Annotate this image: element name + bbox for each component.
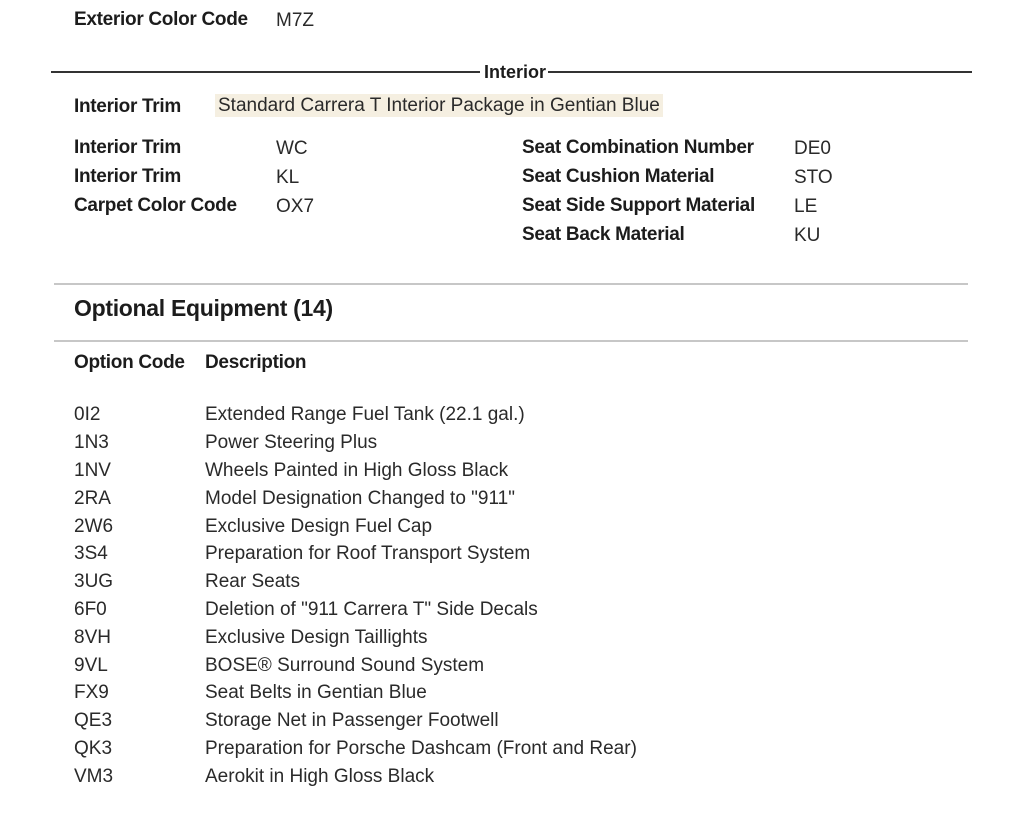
option-description: Power Steering Plus [205, 432, 378, 453]
exterior-color-code-label: Exterior Color Code [74, 9, 248, 30]
interior-right-label: Seat Side Support Material [522, 195, 755, 216]
option-code: QE3 [74, 710, 113, 731]
option-code: VM3 [74, 766, 114, 787]
interior-left-value: WC [276, 138, 308, 159]
interior-divider-left [51, 71, 480, 73]
option-description: Aerokit in High Gloss Black [205, 766, 435, 787]
option-code: 1NV [74, 460, 111, 481]
option-code: 3S4 [74, 543, 108, 564]
interior-trim-description-text: Standard Carrera T Interior Package in Gentian Blue [215, 94, 663, 117]
interior-right-label: Seat Back Material [522, 224, 685, 245]
interior-right-label: Seat Combination Number [522, 137, 754, 158]
option-code: 6F0 [74, 599, 107, 620]
interior-divider-right [544, 71, 972, 73]
interior-left-label: Carpet Color Code [74, 195, 237, 216]
interior-left-value: KL [276, 167, 300, 188]
optional-equipment-top-rule [54, 283, 968, 285]
interior-left-label: Interior Trim [74, 166, 181, 187]
interior-left-value: OX7 [276, 196, 315, 217]
option-code: 1N3 [74, 432, 109, 453]
optional-equipment-bottom-rule [54, 340, 968, 342]
column-header-option-code: Option Code [74, 352, 185, 373]
option-description: BOSE® Surround Sound System [205, 655, 485, 676]
interior-right-label: Seat Cushion Material [522, 166, 715, 187]
option-description: Deletion of "911 Carrera T" Side Decals [205, 599, 538, 620]
option-code: QK3 [74, 738, 113, 759]
option-description: Exclusive Design Fuel Cap [205, 516, 433, 537]
option-description: Preparation for Roof Transport System [205, 543, 531, 564]
option-code: 0I2 [74, 404, 101, 425]
optional-equipment-title: Optional Equipment (14) [74, 295, 333, 321]
option-code: 2RA [74, 488, 111, 509]
option-code: 2W6 [74, 516, 114, 537]
option-description: Extended Range Fuel Tank (22.1 gal.) [205, 404, 525, 425]
interior-right-value: KU [794, 225, 821, 246]
column-header-description: Description [205, 352, 307, 373]
option-description: Rear Seats [205, 571, 301, 592]
option-description: Wheels Painted in High Gloss Black [205, 460, 509, 481]
interior-right-value: LE [794, 196, 818, 217]
interior-right-value: DE0 [794, 138, 831, 159]
option-description: Preparation for Porsche Dashcam (Front and Rear) [205, 738, 637, 759]
option-description: Seat Belts in Gentian Blue [205, 682, 427, 703]
option-code: 8VH [74, 627, 111, 648]
interior-section-heading: Interior [484, 62, 547, 82]
interior-right-value: STO [794, 167, 833, 188]
option-code: 9VL [74, 655, 108, 676]
option-code: 3UG [74, 571, 114, 592]
interior-trim-description [215, 95, 663, 117]
option-description: Storage Net in Passenger Footwell [205, 710, 499, 731]
option-description: Model Designation Changed to "911" [205, 488, 515, 509]
option-code: FX9 [74, 682, 109, 703]
exterior-color-code-value: M7Z [276, 10, 314, 31]
interior-trim-heading: Interior Trim [74, 96, 181, 117]
interior-left-label: Interior Trim [74, 137, 181, 158]
option-description: Exclusive Design Taillights [205, 627, 428, 648]
